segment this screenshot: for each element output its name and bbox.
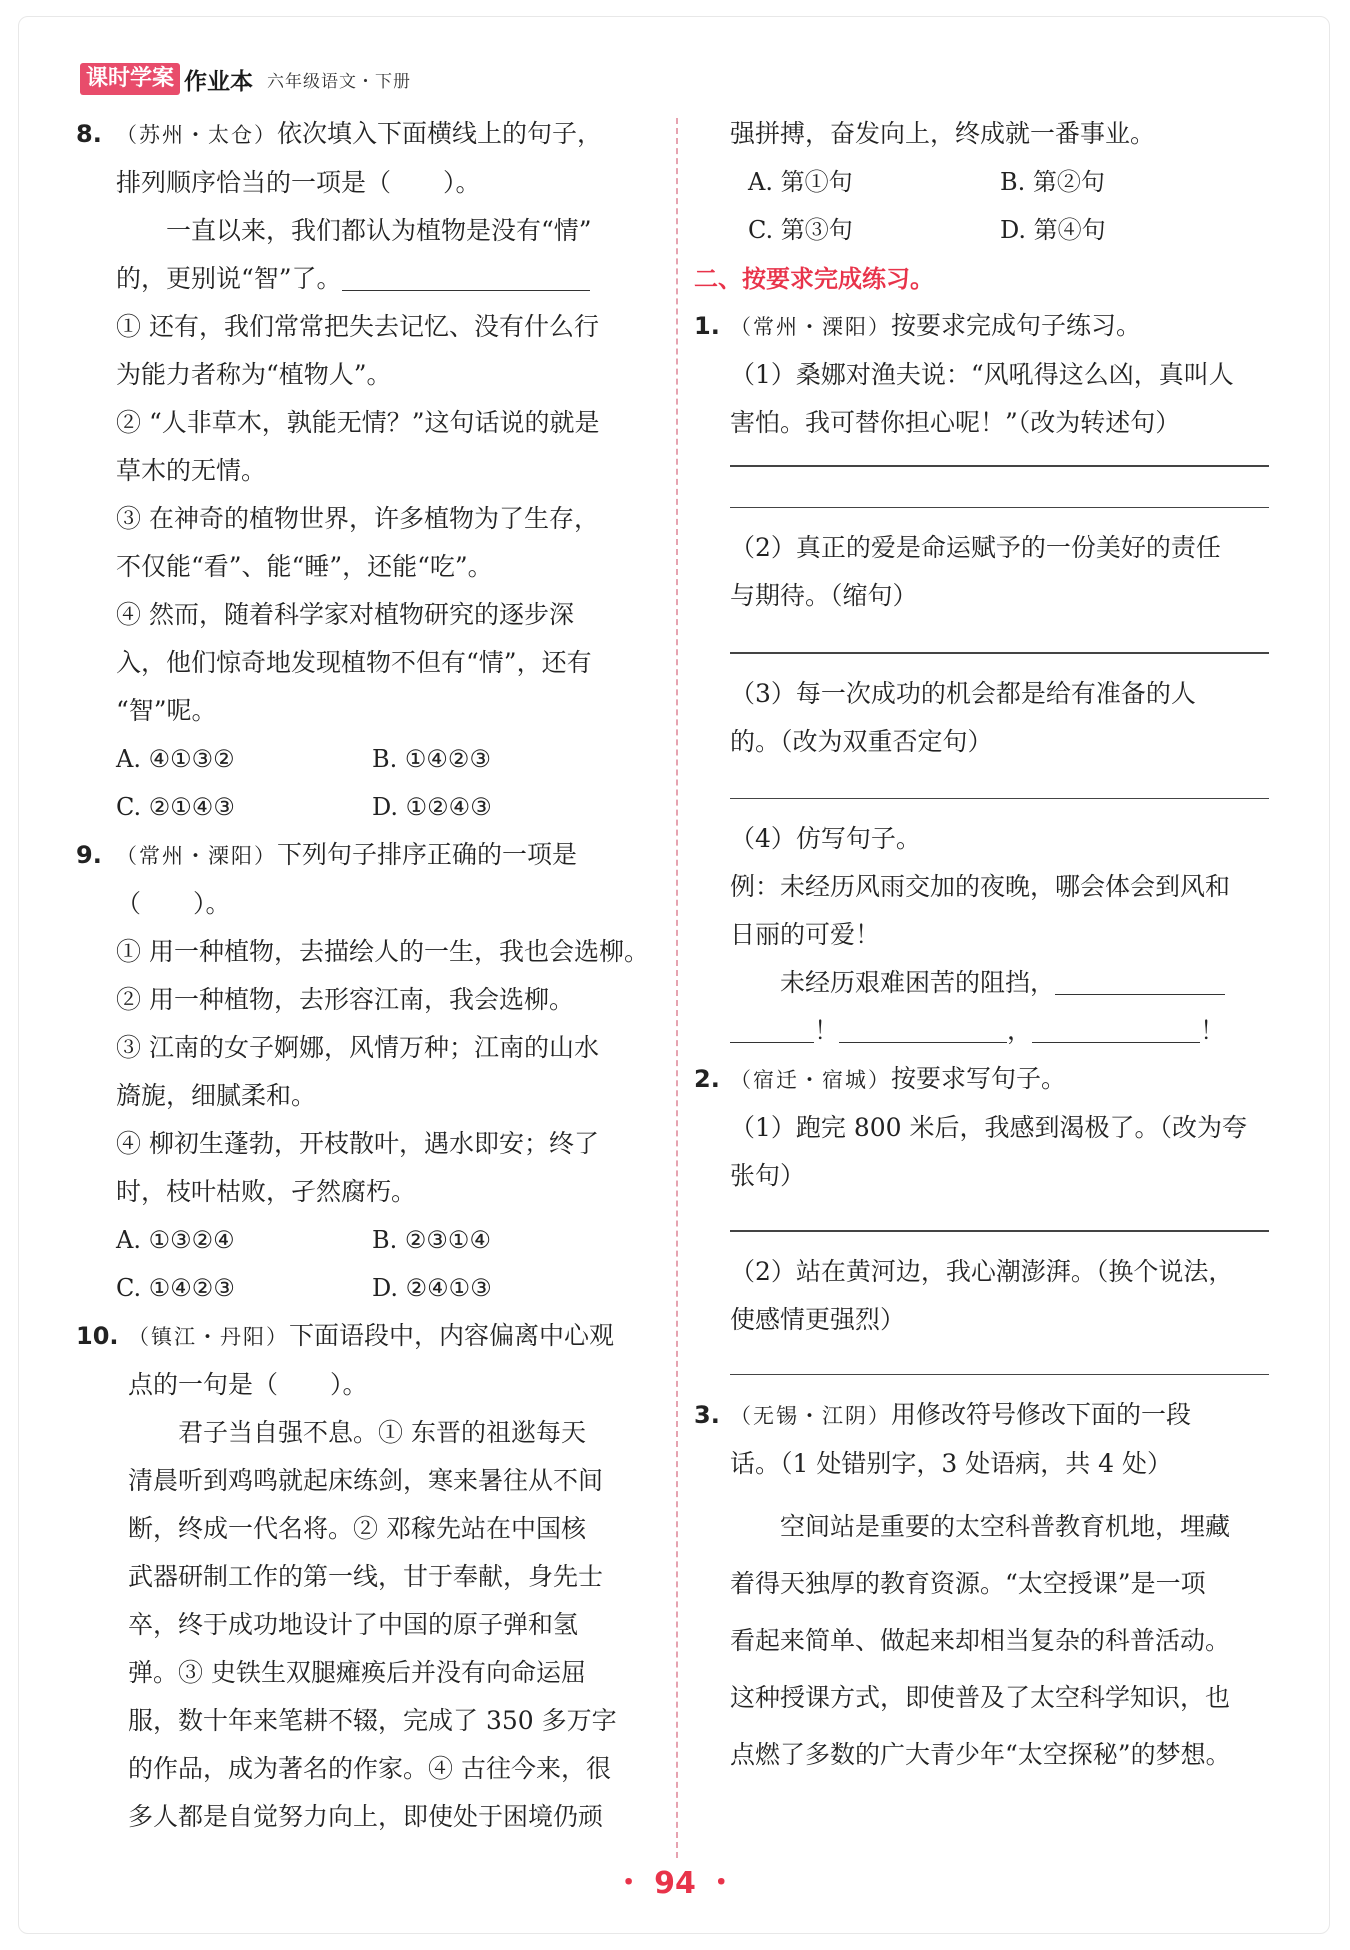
sentence-line: 草木的无情。 — [116, 456, 267, 485]
question-source: （镇江・丹阳） — [128, 1325, 289, 1349]
fill-blank-line[interactable] — [730, 1012, 814, 1043]
sub-question: 张句） — [730, 1161, 806, 1190]
left-column — [76, 110, 656, 1841]
passage-line: 一直以来，我们都认为植物是没有“情” — [166, 216, 592, 245]
sentence-line: 时，枝叶枯败，孑然腐朽。 — [116, 1177, 417, 1206]
option-a[interactable]: A. 第①句 — [748, 168, 853, 196]
passage-line: 清晨听到鸡鸣就起床练剑，寒来暑往从不间 — [128, 1466, 604, 1495]
sentence-line: ① 还有，我们常常把失去记忆、没有什么行 — [116, 312, 599, 341]
question-stem: ）。 — [330, 1370, 368, 1399]
option-d[interactable]: D. 第④句 — [1000, 216, 1106, 244]
question-9 — [76, 831, 656, 1312]
question-source: （常州・溧阳） — [116, 844, 277, 868]
page-number: ・ 94 ・ — [613, 1866, 737, 1901]
essay-line: 看起来简单、做起来却相当复杂的科普活动。 — [730, 1626, 1231, 1655]
option-a[interactable]: A. ①③②④ — [116, 1226, 235, 1254]
question-stem: 排列顺序恰当的一项是（ — [116, 168, 392, 197]
exercise-2 — [694, 1055, 1269, 1375]
answer-line[interactable] — [730, 465, 1269, 467]
question-10 — [76, 1312, 656, 1841]
sentence-line: ④ 然而，随着科学家对植物研究的逐步深 — [116, 600, 574, 629]
option-c[interactable]: C. ②①④③ — [116, 793, 235, 821]
option-b[interactable]: B. 第②句 — [1000, 168, 1105, 196]
passage-line: 君子当自强不息。① 东晋的祖逖每天 — [178, 1418, 586, 1447]
sentence-line: 旖旎，细腻柔和。 — [116, 1081, 317, 1110]
option-d[interactable]: D. ①②④③ — [372, 793, 492, 821]
question-stem: 依次填入下面横线上的句子， — [277, 119, 603, 148]
question-stem: ）。 — [193, 889, 231, 918]
question-stem: ）。 — [443, 168, 481, 197]
answer-line[interactable] — [730, 507, 1269, 509]
question-stem: 下面语段中，内容偏离中心观 — [289, 1321, 615, 1350]
passage-line: 的，更别说“智”了。 — [116, 264, 342, 293]
question-stem: 按要求完成句子练习。 — [891, 311, 1142, 340]
grade-label: 六年级语文・下册 — [267, 71, 412, 92]
exercise-3 — [694, 1391, 1269, 1783]
option-b[interactable]: B. ①④②③ — [372, 745, 491, 773]
sub-question: （2）站在黄河边，我心潮澎湃。（换个说法， — [730, 1256, 1234, 1286]
sub-question: 使感情更强烈） — [730, 1304, 906, 1334]
option-b[interactable]: B. ②③①④ — [372, 1226, 491, 1254]
passage-line: 的作品，成为著名的作家。④ 古往今来，很 — [128, 1754, 611, 1783]
question-number: 8. — [76, 120, 102, 148]
sentence-line: ③ 在神奇的植物世界，许多植物为了生存， — [116, 504, 599, 533]
passage-line: 断，终成一代名将。② 邓稼先站在中国核 — [128, 1514, 586, 1543]
essay-line: 着得天独厚的教育资源。“太空授课”是一项 — [730, 1569, 1206, 1598]
sentence-line: 为能力者称为“植物人”。 — [116, 360, 392, 389]
question-source: （宿迁・宿城） — [730, 1068, 891, 1092]
sentence-line: “智”呢。 — [116, 696, 217, 725]
passage-line: 卒，终于成功地设计了中国的原子弹和氢 — [128, 1610, 579, 1639]
question-number: 1. — [694, 312, 720, 340]
option-d[interactable]: D. ②④①③ — [372, 1274, 492, 1302]
passage-line: 武器研制工作的第一线，甘于奉献，身先士 — [128, 1562, 604, 1591]
sentence-line: ① 用一种植物，去描绘人的一生，我也会选柳。 — [116, 937, 649, 966]
right-column — [694, 110, 1269, 1783]
question-stem: （ — [116, 889, 142, 918]
passage-line: 弹。③ 史铁生双腿瘫痪后并没有向命运屈 — [128, 1658, 586, 1687]
passage-line: 强拼搏，奋发向上，终成就一番事业。 — [730, 119, 1156, 148]
punctuation: ！ — [1200, 1016, 1226, 1045]
sub-question: 的。（改为双重否定句） — [730, 726, 993, 756]
sentence-line: 不仅能“看”、能“睡”，还能“吃”。 — [116, 552, 493, 581]
question-source: （常州・溧阳） — [730, 315, 891, 339]
option-c[interactable]: C. 第③句 — [748, 216, 853, 244]
answer-line[interactable] — [730, 1374, 1269, 1376]
brand-logo: 课时学案 — [80, 63, 180, 95]
column-divider — [676, 118, 678, 1858]
sub-question: （1）桑娜对渔夫说：“风吼得这么凶，真叫人 — [730, 360, 1234, 389]
example-line: 日丽的可爱！ — [730, 920, 881, 949]
punctuation: ， — [1007, 1016, 1033, 1045]
product-name: 作业本 — [184, 68, 254, 95]
fill-blank-line[interactable] — [342, 260, 590, 291]
imitation-prompt: 未经历艰难困苦的阻挡， — [780, 968, 1056, 997]
exercise-1 — [694, 302, 1269, 1055]
option-a[interactable]: A. ④①③② — [116, 745, 235, 773]
sentence-line: ③ 江南的女子婀娜，风情万种；江南的山水 — [116, 1033, 599, 1062]
essay-line: 点燃了多数的广大青少年“太空探秘”的梦想。 — [730, 1740, 1231, 1769]
question-number: 10. — [76, 1322, 119, 1350]
sub-question: 与期待。（缩句） — [730, 581, 918, 610]
question-source: （无锡・江阴） — [730, 1404, 891, 1428]
question-stem: 点的一句是（ — [128, 1370, 279, 1399]
answer-line[interactable] — [730, 652, 1269, 654]
sub-question: （2）真正的爱是命运赋予的一份美好的责任 — [730, 533, 1221, 562]
sub-question: （3）每一次成功的机会都是给有准备的人 — [730, 678, 1196, 708]
answer-line[interactable] — [730, 798, 1269, 800]
question-number: 2. — [694, 1065, 720, 1093]
sentence-line: 入，他们惊奇地发现植物不但有“情”，还有 — [116, 648, 592, 677]
sentence-line: ② “人非草木，孰能无情？”这句话说的就是 — [116, 408, 600, 437]
option-c[interactable]: C. ①④②③ — [116, 1274, 235, 1302]
example-line: 例：未经历风雨交加的夜晚，哪会体会到风和 — [730, 872, 1231, 901]
question-stem: 话。（1 处错别字，3 处语病，共 4 处） — [730, 1449, 1173, 1478]
essay-line: 空间站是重要的太空科普教育机地，埋藏 — [780, 1512, 1231, 1541]
fill-blank-line[interactable] — [1055, 964, 1225, 995]
fill-blank-line[interactable] — [839, 1012, 1007, 1043]
question-stem: 按要求写句子。 — [891, 1064, 1067, 1093]
sub-question: 害怕。我可替你担心呢！”（改为转述句） — [730, 408, 1181, 437]
sub-question: （1）跑完 800 米后，我感到渴极了。（改为夸 — [730, 1113, 1248, 1142]
question-stem: 下列句子排序正确的一项是 — [277, 840, 578, 869]
question-8 — [76, 110, 656, 831]
question-stem: 用修改符号修改下面的一段 — [891, 1400, 1192, 1429]
answer-line[interactable] — [730, 1230, 1269, 1232]
page-header — [80, 62, 411, 96]
punctuation: ！ — [814, 1016, 840, 1045]
essay-line: 这种授课方式，即使普及了太空科学知识，也 — [730, 1683, 1231, 1712]
sentence-line: ④ 柳初生蓬勃，开枝散叶，遇水即安；终了 — [116, 1129, 599, 1158]
passage-line: 多人都是自觉努力向上，即使处于困境仍顽 — [128, 1802, 604, 1831]
fill-blank-line[interactable] — [1032, 1012, 1200, 1043]
passage-line: 服，数十年来笔耕不辍，完成了 350 多万字 — [128, 1706, 617, 1735]
sentence-line: ② 用一种植物，去形容江南，我会选柳。 — [116, 985, 574, 1014]
question-number: 3. — [694, 1401, 720, 1429]
section-title: 二、按要求完成练习。 — [694, 265, 934, 293]
sub-question: （4）仿写句子。 — [730, 824, 921, 853]
question-number: 9. — [76, 841, 102, 869]
question-source: （苏州・太仓） — [116, 123, 277, 147]
